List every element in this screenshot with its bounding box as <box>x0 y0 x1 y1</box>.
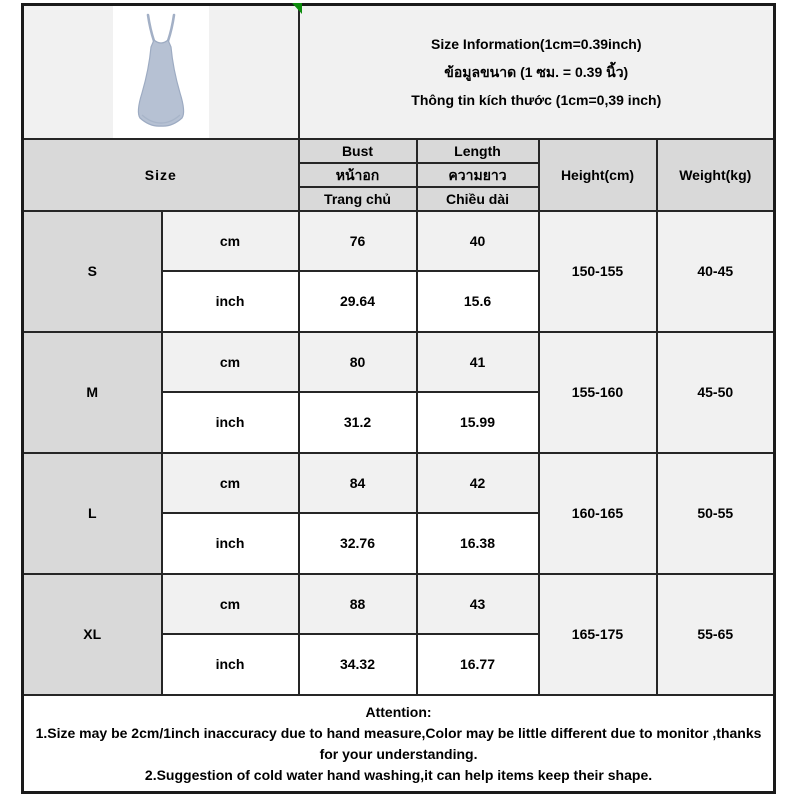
xl-bust-cm: 88 <box>299 574 417 634</box>
row-m-cm <box>23 332 775 392</box>
xl-length-inch: 16.77 <box>417 634 539 695</box>
attention-row <box>23 695 775 793</box>
bust-header-vi: Trang chủ <box>299 187 417 211</box>
l-bust-inch: 32.76 <box>299 513 417 574</box>
attention-cell <box>23 695 775 793</box>
xl-bust-inch: 34.32 <box>299 634 417 695</box>
xl-height: 165-175 <box>539 574 657 695</box>
size-label-l: L <box>23 453 162 574</box>
height-column-header: Height(cm) <box>539 139 657 211</box>
unit-inch: inch <box>162 634 299 695</box>
l-bust-cm: 84 <box>299 453 417 513</box>
unit-cm: cm <box>162 574 299 634</box>
attention-note-1: 1.Size may be 2cm/1inch inaccuracy due to hand measure,Color may be little different due to monitor ,thanks for your understanding. <box>35 725 762 763</box>
banner-title-th: ข้อมูลขนาด (1 ซม. = 0.39 นิ้ว) <box>444 63 629 80</box>
m-length-cm: 41 <box>417 332 539 392</box>
size-label-m: M <box>23 332 162 453</box>
m-bust-inch: 31.2 <box>299 392 417 453</box>
s-weight: 40-45 <box>657 211 775 332</box>
unit-inch: inch <box>162 513 299 574</box>
unit-cm: cm <box>162 332 299 392</box>
l-height: 160-165 <box>539 453 657 574</box>
bust-header-en: Bust <box>299 139 417 163</box>
header-row-1 <box>23 139 775 163</box>
unit-cm: cm <box>162 453 299 513</box>
m-length-inch: 15.99 <box>417 392 539 453</box>
bust-header-th: หน้าอก <box>299 163 417 187</box>
banner-title-vi: Thông tin kích thước (1cm=0,39 inch) <box>411 91 662 108</box>
size-label-s: S <box>23 211 162 332</box>
s-length-inch: 15.6 <box>417 271 539 332</box>
camisole-dress-image <box>119 11 203 133</box>
l-weight: 50-55 <box>657 453 775 574</box>
size-label-xl: XL <box>23 574 162 695</box>
xl-length-cm: 43 <box>417 574 539 634</box>
row-s-cm <box>23 211 775 271</box>
size-chart-table <box>21 3 776 794</box>
banner-title-en: Size Information(1cm=0.39inch) <box>431 35 642 52</box>
row-xl-cm <box>23 574 775 634</box>
m-bust-cm: 80 <box>299 332 417 392</box>
row-l-cm <box>23 453 775 513</box>
green-corner-flag-icon <box>292 3 302 14</box>
m-weight: 45-50 <box>657 332 775 453</box>
s-bust-cm: 76 <box>299 211 417 271</box>
size-information-banner <box>299 5 775 139</box>
product-photo <box>113 6 209 138</box>
l-length-cm: 42 <box>417 453 539 513</box>
s-length-cm: 40 <box>417 211 539 271</box>
product-photo-cell <box>23 5 299 139</box>
unit-inch: inch <box>162 271 299 332</box>
m-height: 155-160 <box>539 332 657 453</box>
banner-row <box>23 5 775 139</box>
length-header-en: Length <box>417 139 539 163</box>
s-bust-inch: 29.64 <box>299 271 417 332</box>
unit-inch: inch <box>162 392 299 453</box>
unit-cm: cm <box>162 211 299 271</box>
size-column-header: Size <box>23 139 299 211</box>
l-length-inch: 16.38 <box>417 513 539 574</box>
length-header-th: ความยาว <box>417 163 539 187</box>
length-header-vi: Chiều dài <box>417 187 539 211</box>
s-height: 150-155 <box>539 211 657 332</box>
attention-note-2: 2.Suggestion of cold water hand washing,it can help items keep their shape. <box>144 767 653 784</box>
weight-column-header: Weight(kg) <box>657 139 775 211</box>
attention-title: Attention: <box>365 704 432 721</box>
xl-weight: 55-65 <box>657 574 775 695</box>
